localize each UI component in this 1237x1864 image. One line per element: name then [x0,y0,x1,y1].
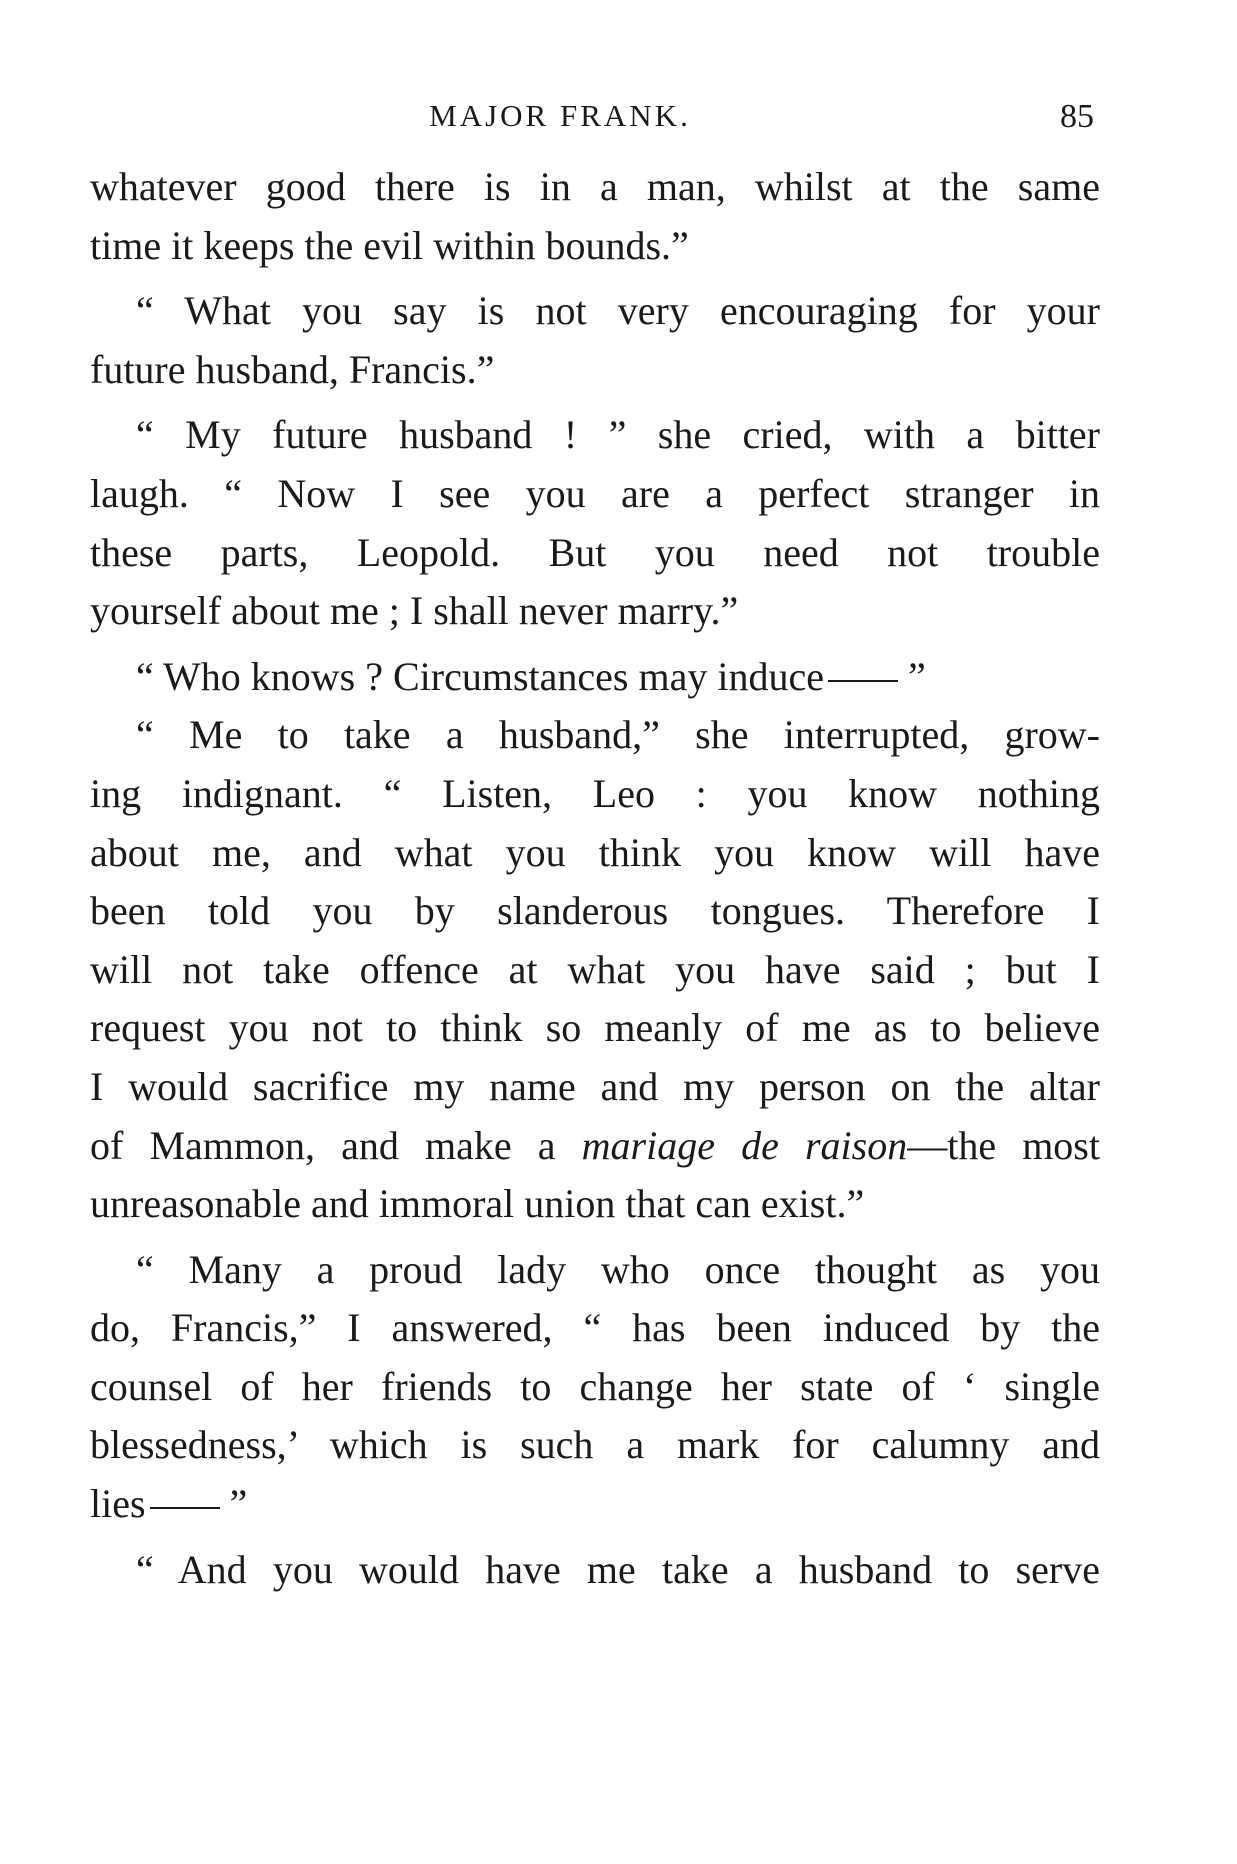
text-line: “ My future husband ! ” she cried, with a bitter [136,412,1100,458]
text-line: “ Me to take a husband,” she interrupted, grow- [136,712,1100,758]
text-line: “ Many a proud lady who once thought as you [136,1246,1100,1292]
text-line: been told you by slanderous tongues. Therefore I [90,888,1100,934]
em-dash-rule [828,680,898,682]
text-line: counsel of her friends to change her state of ‘ single [90,1363,1100,1409]
text-line: request you not to think so meanly of me as to believe [90,1005,1100,1051]
text-line: will not take offence at what you have said ; but I [90,946,1100,992]
text-fragment: “ Who knows ? Circumstances may induce [136,653,824,699]
page-number: 85 [1060,98,1094,135]
text-line: future husband, Francis.” [90,346,495,392]
text-line [90,648,1100,707]
running-title: MAJOR FRANK. [429,98,691,133]
text-fragment: —the most [907,1122,1100,1168]
text-line: yourself about me ; I shall never marry.” [90,588,739,634]
italic-phrase: mariage de raison [581,1122,908,1168]
page-header [0,98,1237,148]
text-line: ing indignant. “ Listen, Leo : you know nothing [90,770,1100,816]
text-line: “ And you would have me take a husband to serve [136,1546,1100,1592]
text-line: blessedness,’ which is such a mark for calumny and [90,1422,1100,1468]
text-line: “ What you say is not very encouraging for your [136,288,1100,334]
text-line: do, Francis,” I answered, “ has been induced by the [90,1305,1100,1351]
text-fragment: ” [229,1481,248,1527]
text-line: I would sacrifice my name and my person on the altar [90,1063,1100,1109]
em-dash-rule [150,1507,220,1509]
body-text [90,158,1100,1599]
text-line [90,1117,1100,1176]
text-line: laugh. “ Now I see you are a perfect stranger in [90,470,1100,516]
text-line: unreasonable and immoral union that can exist.” [90,1181,865,1227]
text-fragment: of Mammon, and make a [90,1122,582,1168]
text-line [90,1475,1100,1534]
text-line: these parts, Leopold. But you need not trouble [90,529,1100,575]
text-fragment: ” [907,653,926,699]
text-line: about me, and what you think you know will have [90,829,1100,875]
text-line: whatever good there is in a man, whilst at the same [90,164,1100,209]
text-fragment: lies [90,1481,146,1527]
text-line: time it keeps the evil within bounds.” [90,222,689,268]
